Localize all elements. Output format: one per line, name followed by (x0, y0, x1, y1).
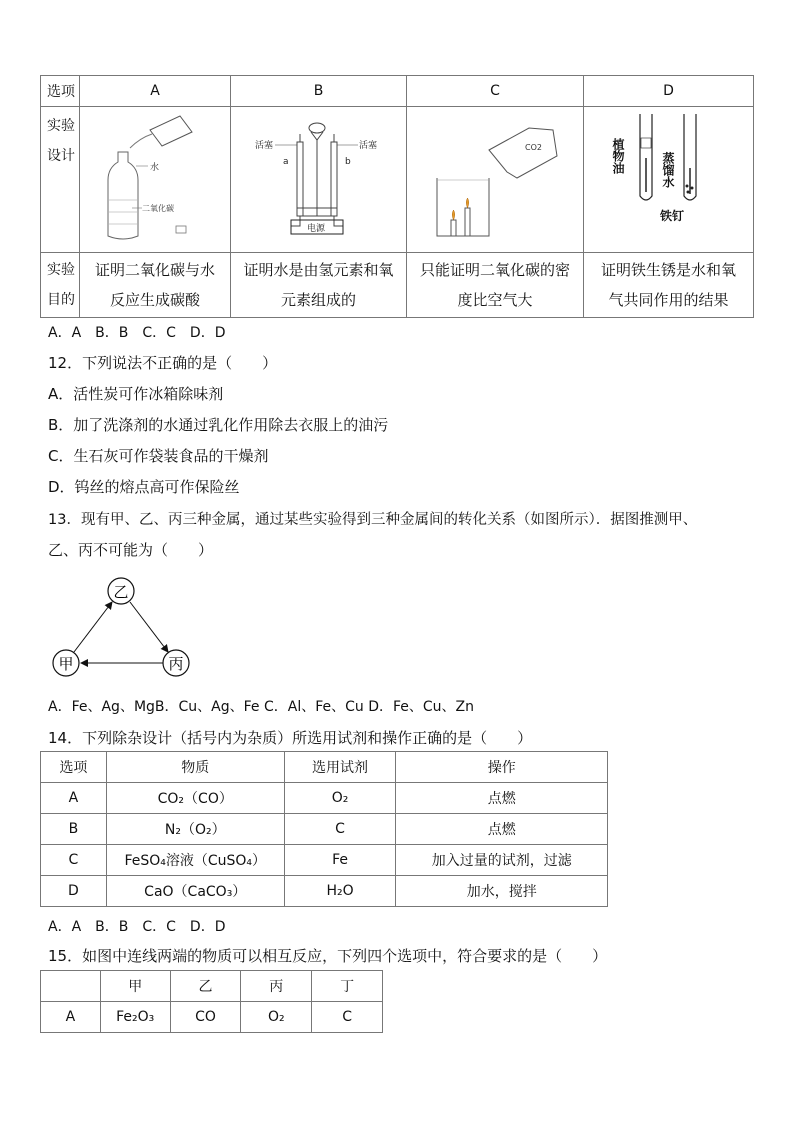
purification-table (40, 751, 608, 907)
purpose-cell: 证明水是由氢元素和氧 元素组成的 (231, 253, 407, 318)
oil-label: 植物油 (611, 137, 625, 174)
nail-label: 铁钉 (660, 208, 685, 223)
cell: O₂ (241, 1002, 312, 1033)
distilled-water-label: 蒸馏水 (661, 151, 675, 188)
co2-bottle-label: CO2 (525, 142, 542, 152)
tube-b-label: b (345, 156, 351, 167)
header-cell: 操作 (396, 752, 608, 783)
power-label: 电源 (307, 223, 326, 234)
table-row (41, 107, 754, 253)
tube-a-label: a (283, 156, 289, 167)
cell: A (41, 783, 107, 814)
cell: Fe (284, 845, 396, 876)
bottle-experiment-figure (80, 108, 230, 248)
cell: CaO（CaCO₃） (106, 876, 284, 907)
q12-option-c: C．生石灰可作袋装食品的干燥剂 (48, 447, 269, 465)
node-yi: 乙 (113, 583, 129, 601)
header-cell: 丙 (241, 971, 312, 1002)
cell: B (41, 814, 107, 845)
cell: H₂O (284, 876, 396, 907)
q14-stem: 14．下列除杂设计（括号内为杂质）所选用试剂和操作正确的是（ ） (48, 729, 533, 747)
node-jia: 甲 (58, 655, 74, 673)
header-cell (41, 971, 101, 1002)
experiment-table (40, 75, 754, 318)
cell: D (41, 876, 107, 907)
iron-rust-figure (584, 108, 753, 248)
cell: O₂ (284, 783, 396, 814)
header-cell: 甲 (100, 971, 170, 1002)
figure-a (80, 107, 231, 253)
header-cell: 选项 (41, 752, 107, 783)
purpose-cell: 证明二氧化碳与水 反应生成碳酸 (80, 253, 231, 318)
figure-d (584, 107, 754, 253)
table-row (41, 845, 608, 876)
q12-option-b: B．加了洗涤剂的水通过乳化作用除去衣服上的油污 (48, 416, 389, 434)
cell: CO (170, 1002, 241, 1033)
design-label: 实验 设计 (41, 107, 80, 253)
cell: C (41, 845, 107, 876)
header-cell: C (407, 76, 584, 107)
purpose-cell: 只能证明二氧化碳的密 度比空气大 (407, 253, 584, 318)
table-row (41, 253, 754, 318)
cell: FeSO₄溶液（CuSO₄） (106, 845, 284, 876)
q15-stem: 15．如图中连线两端的物质可以相互反应，下列四个选项中，符合要求的是（ ） (48, 947, 608, 965)
water-label: 水 (150, 162, 160, 173)
table-row (41, 752, 608, 783)
header-cell: 乙 (170, 971, 241, 1002)
cell: 加水，搅拌 (396, 876, 608, 907)
cell: N₂（O₂） (106, 814, 284, 845)
header-cell: 选项 (41, 76, 80, 107)
figure-c (407, 107, 584, 253)
table-row (41, 814, 608, 845)
header-cell: 物质 (106, 752, 284, 783)
table-row (41, 971, 383, 1002)
purpose-cell: 证明铁生锈是水和氧 气共同作用的结果 (584, 253, 754, 318)
cell: 加入过量的试剂，过滤 (396, 845, 608, 876)
table-row (41, 1002, 383, 1033)
cell: 点燃 (396, 814, 608, 845)
table-row (41, 876, 608, 907)
q12-stem: 12．下列说法不正确的是（ ） (48, 354, 278, 372)
header-cell: B (231, 76, 407, 107)
q13-options: A．Fe、Ag、MgB．Cu、Ag、Fe C．Al、Fe、Cu D．Fe、Cu、Zn (48, 699, 475, 715)
cell: Fe₂O₃ (100, 1002, 170, 1033)
node-bing: 丙 (168, 655, 184, 673)
metal-conversion-diagram (46, 575, 196, 685)
q12-option-a: A．活性炭可作冰箱除味剂 (48, 385, 224, 403)
table-row (41, 76, 754, 107)
header-cell: A (80, 76, 231, 107)
q12-option-d: D．钨丝的熔点高可作保险丝 (48, 478, 240, 496)
electrolysis-figure (231, 108, 406, 248)
q13-stem-line2: 乙、丙不可能为（ ） (48, 541, 214, 559)
cell: CO₂（CO） (106, 783, 284, 814)
cell: C (284, 814, 396, 845)
header-cell: 选用试剂 (284, 752, 396, 783)
cell: 点燃 (396, 783, 608, 814)
cell: C (312, 1002, 383, 1033)
q14-options: A．A B．B C．C D．D (48, 919, 226, 935)
figure-b (231, 107, 407, 253)
co2-label: 二氧化碳 (142, 203, 174, 213)
purpose-label: 实验 目的 (41, 253, 80, 318)
table-row (41, 783, 608, 814)
q13-stem-line1: 13．现有甲、乙、丙三种金属，通过某些实验得到三种金属间的转化关系（如图所示）．据图推测甲、 (48, 512, 698, 528)
q11-options: A．A B．B C．C D．D (48, 325, 226, 341)
header-cell: D (584, 76, 754, 107)
header-cell: 丁 (312, 971, 383, 1002)
cell: A (41, 1002, 101, 1033)
reaction-table (40, 970, 383, 1033)
co2-candle-figure (407, 108, 583, 248)
valve-right-label: 活塞 (359, 140, 378, 151)
valve-left-label: 活塞 (255, 140, 274, 151)
